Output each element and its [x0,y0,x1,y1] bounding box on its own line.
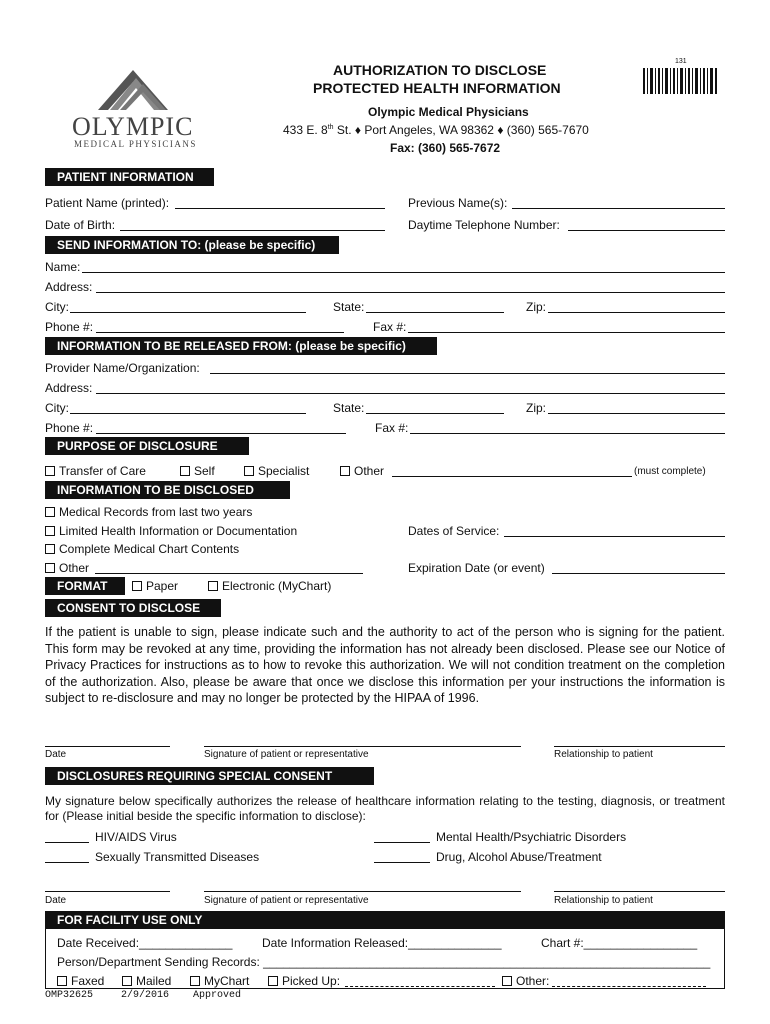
release-fax-field[interactable] [410,433,725,434]
purpose-specialist-label: Specialist [258,464,310,478]
method-mailed-label: Mailed [136,974,172,988]
consent-rel-label: Relationship to patient [554,749,653,760]
org-address [283,123,589,137]
send-city-label: City: [45,300,69,314]
purpose-other[interactable] [340,464,384,478]
method-other[interactable] [502,974,549,988]
consent-sig-label: Signature of patient or representative [204,749,369,760]
checkbox-icon[interactable] [208,581,218,591]
expiration-field[interactable] [552,573,725,574]
checkbox-icon[interactable] [45,544,55,554]
format-electronic-label: Electronic (MyChart) [222,579,332,593]
dates-of-service-label: Dates of Service: [408,524,500,538]
checkbox-icon[interactable] [190,976,200,986]
form-title-1: AUTHORIZATION TO DISCLOSE [333,62,547,78]
mental-label: Mental Health/Psychiatric Disorders [436,830,627,844]
disclose-other[interactable] [45,561,89,575]
send-fax-label: Fax #: [373,320,407,334]
method-picked-up[interactable] [268,974,340,988]
special-rel-label: Relationship to patient [554,895,653,906]
purpose-transfer[interactable] [45,464,146,478]
form-title-2: PROTECTED HEALTH INFORMATION [313,80,561,96]
chart-number-label[interactable]: Chart #:_________________ [541,936,698,950]
release-state-field[interactable] [366,413,504,414]
disclose-complete[interactable] [45,542,239,556]
consent-signature-field[interactable] [204,746,521,747]
other-method-field[interactable] [552,986,706,987]
checkbox-icon[interactable] [45,526,55,536]
checkbox-icon[interactable] [57,976,67,986]
logo [58,66,208,150]
send-fax-field[interactable] [408,332,725,333]
hiv-label: HIV/AIDS Virus [95,830,177,844]
dates-of-service-field[interactable] [504,536,725,537]
method-other-label: Other: [516,974,550,988]
consent-date-label: Date [45,749,67,760]
previous-names-field[interactable] [512,208,725,209]
method-mychart[interactable] [190,974,249,988]
checkbox-icon[interactable] [132,581,142,591]
checkbox-icon[interactable] [180,466,190,476]
checkbox-icon[interactable] [45,507,55,517]
consent-heading: CONSENT TO DISCLOSE [45,599,221,617]
patient-name-field[interactable] [175,208,385,209]
facility-heading: FOR FACILITY USE ONLY [45,911,725,929]
send-name-field[interactable] [82,272,725,273]
daytime-phone-field[interactable] [568,230,725,231]
purpose-self[interactable] [180,464,215,478]
address-pre: 433 E. 8 [283,123,328,137]
disclose-limited[interactable] [45,524,297,538]
footer-code: OMP32625 [45,990,94,1001]
logo-sub: MEDICAL PHYSICIANS [74,139,197,149]
checkbox-icon[interactable] [340,466,350,476]
purpose-transfer-label: Transfer of Care [59,464,146,478]
disclosed-heading: INFORMATION TO BE DISCLOSED [45,481,290,499]
barcode [643,58,717,94]
purpose-heading: PURPOSE OF DISCLOSURE [45,437,249,455]
hiv-initial-field[interactable] [45,842,89,843]
release-address-label: Address: [45,381,93,395]
purpose-other-label: Other [354,464,385,478]
address-sup: th [327,124,334,131]
provider-label: Provider Name/Organization: [45,361,200,375]
org-name: Olympic Medical Physicians [368,105,529,119]
daytime-phone-label: Daytime Telephone Number: [408,218,560,232]
release-city-label: City: [45,401,69,415]
send-zip-label: Zip: [526,300,547,314]
person-sending-label[interactable]: Person/Department Sending Records: ___________________________________________________________________ [57,955,711,969]
consent-text: If the patient is unable to sign, please indicate such and the authority to act of the person who is signing for the patient. This form may be revoked at any time, providing the information has not already been disclosed. Please see our Notice of Privacy Practices for instructions as to how to revoke this authorization. We will not condition treatment on the completion of the authorization. Also, please be aware that once we disclose this information per your instructions the information is subject to re-disclosure and may no longer be protected by the HIPAA of 1996. [45,625,725,705]
send-zip-field[interactable] [548,312,725,313]
disclose-complete-label: Complete Medical Chart Contents [59,542,240,556]
footer-date: 2/9/2016 [121,990,170,1001]
disclose-other-label: Other [59,561,90,575]
drug-label: Drug, Alcohol Abuse/Treatment [436,850,602,864]
patient-heading: PATIENT INFORMATION [45,168,214,186]
send-address-field[interactable] [96,292,725,293]
purpose-specialist[interactable] [244,464,309,478]
special-date-field[interactable] [45,891,170,892]
release-phone-label: Phone #: [45,421,94,435]
address-post: St. ♦ Port Angeles, WA 98362 ♦ (360) 565-7670 [333,123,589,137]
checkbox-icon[interactable] [45,466,55,476]
method-picked-up-label: Picked Up: [282,974,341,988]
format-paper-label: Paper [146,579,179,593]
special-date-label: Date [45,895,67,906]
method-faxed-label: Faxed [71,974,105,988]
release-phone-field[interactable] [96,433,346,434]
dob-label: Date of Birth: [45,218,116,232]
release-heading: INFORMATION TO BE RELEASED FROM: (please be specific) [45,337,437,355]
std-label: Sexually Transmitted Diseases [95,850,260,864]
special-signature-field[interactable] [204,891,521,892]
dob-field[interactable] [120,230,385,231]
checkbox-icon[interactable] [45,563,55,573]
drug-initial-field[interactable] [374,862,430,863]
method-faxed[interactable] [57,974,104,988]
expiration-label: Expiration Date (or event) [408,561,545,575]
purpose-self-label: Self [194,464,215,478]
must-complete-note: (must complete) [634,466,706,477]
previous-names-label: Previous Name(s): [408,196,508,210]
date-received-label[interactable]: Date Received:______________ [57,936,233,950]
date-released-label[interactable]: Date Information Released:______________ [262,936,502,950]
format-electronic[interactable] [208,579,331,593]
mountain-logo-icon [58,66,208,114]
org-fax: Fax: (360) 565-7672 [390,141,501,155]
checkbox-icon[interactable] [268,976,278,986]
provider-field[interactable] [210,373,725,374]
send-phone-label: Phone #: [45,320,94,334]
disclose-limited-label: Limited Health Information or Documentation [59,524,298,538]
format-heading: FORMAT [45,577,125,595]
checkbox-icon[interactable] [502,976,512,986]
special-sig-label: Signature of patient or representative [204,895,369,906]
consent-relationship-field[interactable] [554,746,725,747]
format-paper[interactable] [132,579,178,593]
special-heading: DISCLOSURES REQUIRING SPECIAL CONSENT [45,767,374,785]
special-text: My signature below specifically authorizes the release of healthcare information relating to the testing, diagnosis, or treatment for (Please initial beside the specific information to disclose): [45,794,725,823]
disclose-records-label: Medical Records from last two years [59,505,253,519]
barcode-label: 131 [675,58,687,65]
disclose-records[interactable] [45,505,252,519]
patient-name-label: Patient Name (printed): [45,196,170,210]
std-initial-field[interactable] [45,862,89,863]
purpose-other-field[interactable] [392,476,632,477]
special-relationship-field[interactable] [554,891,725,892]
send-state-label: State: [333,300,365,314]
send-state-field[interactable] [366,312,504,313]
release-address-field[interactable] [96,393,725,394]
release-city-field[interactable] [70,413,306,414]
release-state-label: State: [333,401,365,415]
mental-initial-field[interactable] [374,842,430,843]
picked-up-field[interactable] [345,986,495,987]
release-fax-label: Fax #: [375,421,409,435]
send-address-label: Address: [45,280,93,294]
footer-status: Approved [193,990,242,1001]
barcode-bars-icon [643,68,717,94]
send-phone-field[interactable] [96,332,344,333]
send-name-label: Name: [45,260,81,274]
release-zip-field[interactable] [548,413,725,414]
disclose-other-field[interactable] [95,573,363,574]
consent-date-field[interactable] [45,746,170,747]
release-zip-label: Zip: [526,401,547,415]
send-city-field[interactable] [70,312,306,313]
method-mailed[interactable] [122,974,171,988]
checkbox-icon[interactable] [122,976,132,986]
logo-name: OLYMPIC [72,112,194,141]
send-heading: SEND INFORMATION TO: (please be specific) [45,236,339,254]
method-mychart-label: MyChart [204,974,250,988]
checkbox-icon[interactable] [244,466,254,476]
